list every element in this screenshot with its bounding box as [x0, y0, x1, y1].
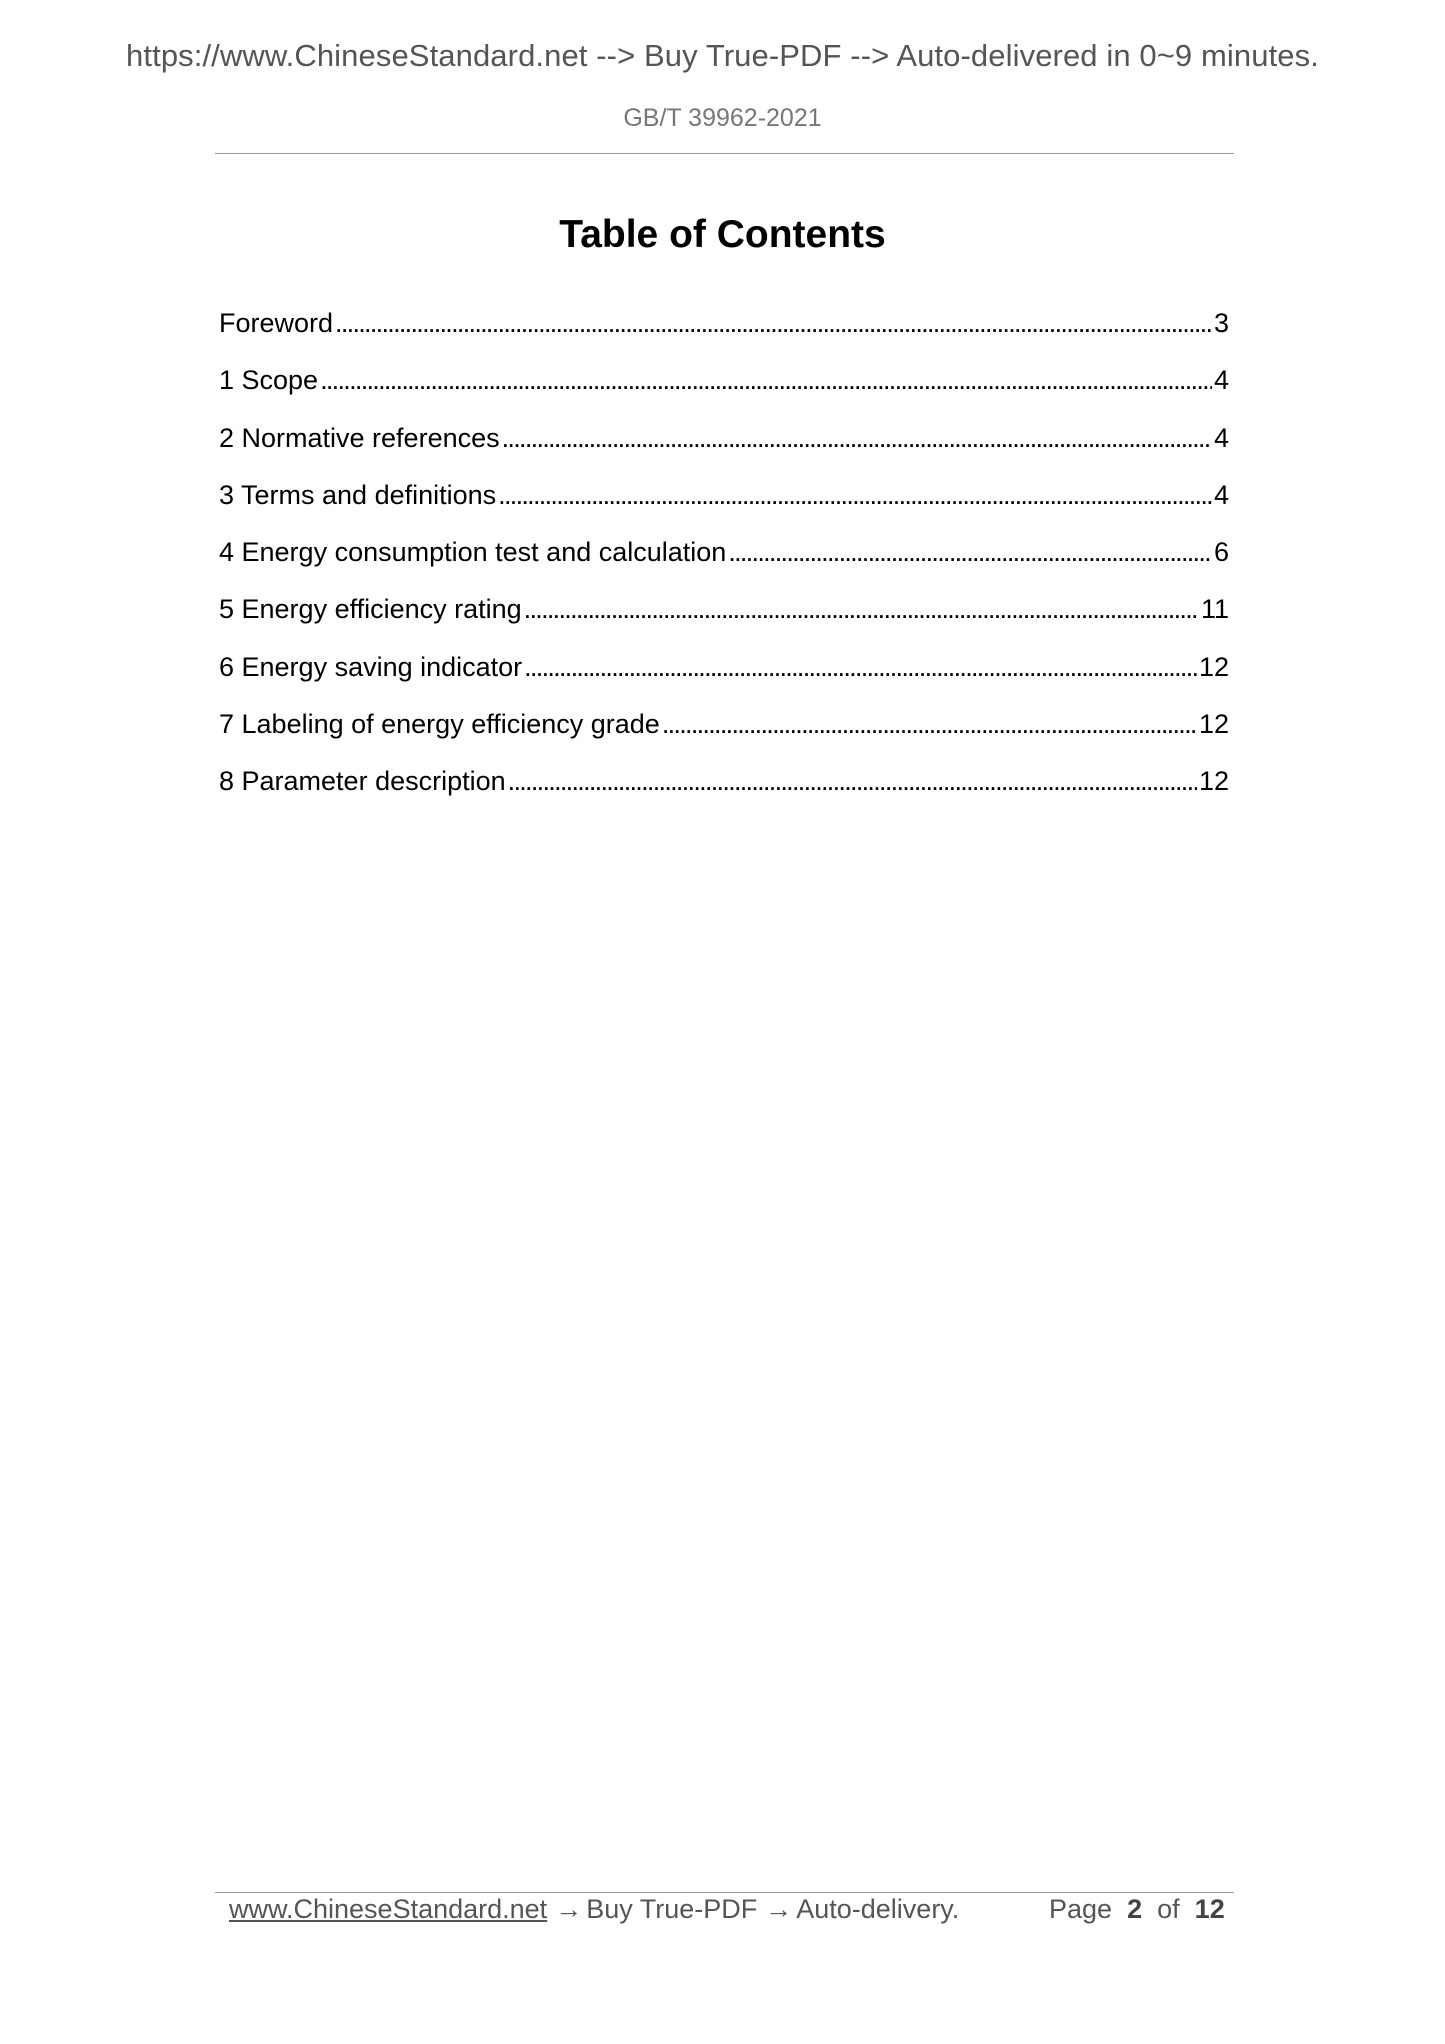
dot-leader [498, 473, 1212, 517]
dot-leader [524, 587, 1199, 631]
toc-entry-parameter-description[interactable] [219, 759, 1229, 816]
toc-entry-foreword[interactable] [219, 301, 1229, 358]
toc-entry-label: 1 Scope [219, 365, 319, 396]
toc-entry-label: 8 Parameter description [219, 766, 506, 797]
toc-entry-normative-references[interactable] [219, 416, 1229, 473]
dot-leader [728, 530, 1212, 574]
toc-entry-page: 3 [1213, 308, 1229, 338]
page-indicator [1049, 1894, 1225, 1925]
of-word: of [1157, 1894, 1180, 1924]
dot-leader [335, 301, 1212, 345]
toc-entry-page: 6 [1213, 537, 1229, 568]
header-banner: https://www.ChineseStandard.net --> Buy True-PDF --> Auto-delivered in 0~9 minutes. [126, 38, 1319, 73]
footer-promo [229, 1894, 959, 1925]
toc-entry-label: 7 Labeling of energy efficiency grade [219, 709, 660, 740]
footer-divider [215, 1892, 1234, 1893]
toc-entry-labeling-of-grade[interactable] [219, 702, 1229, 759]
toc-entry-terms-and-definitions[interactable] [219, 473, 1229, 530]
toc-entry-page: 12 [1198, 651, 1229, 682]
buy-text: Buy True-PDF [586, 1894, 758, 1924]
toc-entry-page: 12 [1198, 709, 1229, 740]
toc-entry-page: 12 [1198, 766, 1229, 797]
toc-entry-label: Foreword [219, 308, 334, 338]
standard-code: GB/T 39962-2021 [623, 104, 822, 132]
toc-entry-scope[interactable] [219, 358, 1229, 415]
dot-leader [320, 358, 1212, 402]
toc-list [219, 301, 1229, 817]
total-pages-number: 12 [1194, 1894, 1225, 1924]
toc-title: Table of Contents [559, 213, 886, 256]
toc-entry-label: 4 Energy consumption test and calculation [219, 537, 727, 568]
current-page-number: 2 [1127, 1894, 1143, 1924]
dot-leader [662, 702, 1197, 746]
toc-entry-label: 6 Energy saving indicator [219, 651, 523, 682]
header-divider [215, 153, 1234, 154]
toc-entry-label: 2 Normative references [219, 422, 500, 453]
site-link[interactable]: www.ChineseStandard.net [229, 1894, 548, 1924]
page-word: Page [1049, 1894, 1113, 1924]
toc-entry-label: 3 Terms and definitions [219, 479, 497, 510]
right-arrow-icon: → [555, 1894, 583, 1924]
dot-leader [502, 416, 1212, 460]
toc-entry-energy-efficiency-rating[interactable] [219, 587, 1229, 644]
dot-leader [508, 759, 1197, 803]
toc-entry-page: 4 [1213, 365, 1229, 396]
toc-entry-label: 5 Energy efficiency rating [219, 594, 522, 625]
dot-leader [524, 645, 1197, 689]
toc-entry-page: 4 [1213, 479, 1229, 510]
toc-entry-page: 11 [1200, 594, 1229, 625]
toc-entry-energy-saving-indicator[interactable] [219, 645, 1229, 702]
delivery-text: Auto-delivery. [796, 1894, 960, 1924]
toc-entry-energy-consumption-test[interactable] [219, 530, 1229, 587]
toc-entry-page: 4 [1213, 422, 1229, 453]
right-arrow-icon: → [765, 1894, 793, 1924]
